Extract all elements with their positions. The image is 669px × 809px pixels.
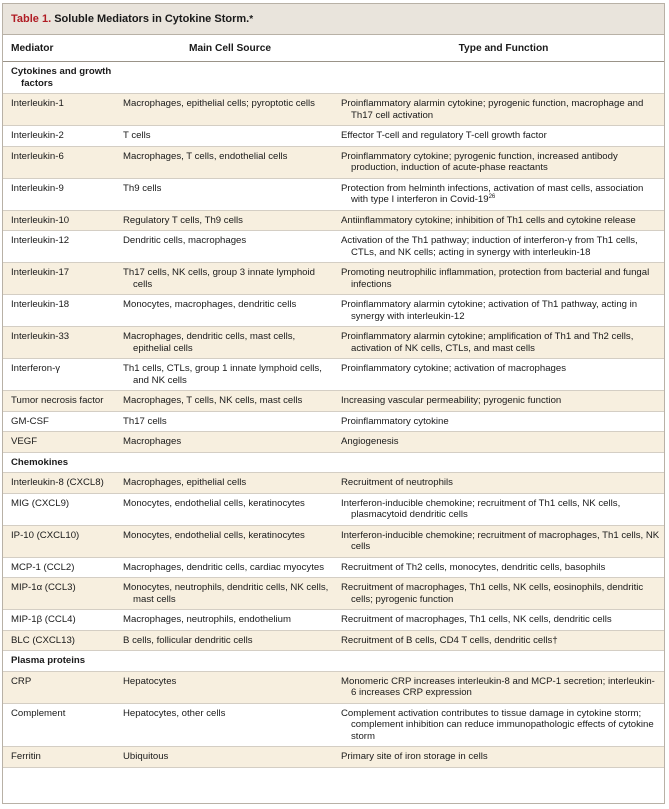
function-cell: Primary site of iron storage in cells <box>339 747 664 768</box>
mediator-cell: GM-CSF <box>3 411 117 432</box>
cell-source-cell: Regulatory T cells, Th9 cells <box>117 210 339 231</box>
table-row <box>3 432 664 453</box>
table-frame <box>2 3 665 804</box>
function-cell: Recruitment of B cells, CD4 T cells, dendritic cells† <box>339 630 664 651</box>
table-row <box>3 391 664 412</box>
mediator-cell: MIP-1β (CCL4) <box>3 610 117 631</box>
mediator-cell: Interleukin-17 <box>3 263 117 295</box>
table-row <box>3 671 664 703</box>
function-cell: Antiinflammatory cytokine; inhibition of Th1 cells and cytokine release <box>339 210 664 231</box>
table-row <box>3 557 664 578</box>
cell-source-cell: Macrophages, T cells, NK cells, mast cells <box>117 391 339 412</box>
mediators-table <box>3 35 664 768</box>
cell-source-cell: Monocytes, macrophages, dendritic cells <box>117 295 339 327</box>
cell-source-cell: Macrophages, dendritic cells, mast cells, epithelial cells <box>117 327 339 359</box>
function-cell: Recruitment of Th2 cells, monocytes, dendritic cells, basophils <box>339 557 664 578</box>
mediator-cell: Interleukin-6 <box>3 146 117 178</box>
cell-source-cell: Ubiquitous <box>117 747 339 768</box>
cell-source-cell: Th9 cells <box>117 178 339 210</box>
cell-source-cell: Macrophages, epithelial cells <box>117 473 339 494</box>
mediator-cell: Tumor necrosis factor <box>3 391 117 412</box>
mediator-cell: Interleukin-10 <box>3 210 117 231</box>
function-cell: Activation of the Th1 pathway; induction of interferon-γ from Th1 cells, CTLs, and NK cells; acting in synergy with interleukin-18 <box>339 231 664 263</box>
mediator-cell: VEGF <box>3 432 117 453</box>
function-cell: Proinflammatory cytokine <box>339 411 664 432</box>
function-cell: Promoting neutrophilic inflammation, protection from bacterial and fungal infections <box>339 263 664 295</box>
table-row <box>3 231 664 263</box>
mediator-cell: Ferritin <box>3 747 117 768</box>
table-row <box>3 295 664 327</box>
function-cell: Protection from helminth infections, activation of mast cells, association with type I interferon in Covid-19$^{26}$ <box>339 178 664 210</box>
section-heading-row <box>3 651 664 672</box>
table-row <box>3 747 664 768</box>
function-cell: Increasing vascular permeability; pyrogenic function <box>339 391 664 412</box>
cell-source-cell: Hepatocytes, other cells <box>117 703 339 747</box>
table-row <box>3 411 664 432</box>
column-header-cell-source: Main Cell Source <box>117 35 339 62</box>
mediator-cell: BLC (CXCL13) <box>3 630 117 651</box>
section-heading: Chemokines <box>3 452 117 473</box>
mediator-cell: Interleukin-8 (CXCL8) <box>3 473 117 494</box>
cell-source-cell: Dendritic cells, macrophages <box>117 231 339 263</box>
function-cell: Effector T-cell and regulatory T-cell growth factor <box>339 126 664 147</box>
function-cell: Proinflammatory alarmin cytokine; amplification of Th1 and Th2 cells, activation of NK cells, CTLs, and mast cells <box>339 327 664 359</box>
cell-source-cell: Macrophages, T cells, endothelial cells <box>117 146 339 178</box>
cell-source-cell: Monocytes, endothelial cells, keratinocytes <box>117 493 339 525</box>
cell-source-cell: Macrophages, neutrophils, endothelium <box>117 610 339 631</box>
function-cell: Complement activation contributes to tissue damage in cytokine storm; complement inhibition can reduce immunopathologic effects of cytokine storm <box>339 703 664 747</box>
mediator-cell: CRP <box>3 671 117 703</box>
table-title-bar <box>3 4 664 35</box>
function-cell: Recruitment of macrophages, Th1 cells, NK cells, eosinophils, dendritic cells; pyrogenic function <box>339 578 664 610</box>
function-cell: Recruitment of neutrophils <box>339 473 664 494</box>
table-title-footnote-symbol: * <box>249 13 254 25</box>
table-row <box>3 473 664 494</box>
function-cell: Proinflammatory cytokine; pyrogenic function, increased antibody production, induction of acute-phase reactants <box>339 146 664 178</box>
section-heading: Cytokines and growth factors <box>3 62 117 94</box>
function-cell: Recruitment of macrophages, Th1 cells, NK cells, dendritic cells <box>339 610 664 631</box>
table-number: Table 1. <box>11 13 52 25</box>
cell-source-cell: Monocytes, endothelial cells, keratinocytes <box>117 525 339 557</box>
table-row <box>3 359 664 391</box>
function-cell: Interferon-inducible chemokine; recruitment of Th1 cells, NK cells, plasmacytoid dendritic cells <box>339 493 664 525</box>
cell-source-cell: Macrophages, dendritic cells, cardiac myocytes <box>117 557 339 578</box>
function-cell: Interferon-inducible chemokine; recruitment of macrophages, Th1 cells, NK cells <box>339 525 664 557</box>
function-cell: Proinflammatory alarmin cytokine; activation of Th1 pathway, acting in synergy with interleukin-12 <box>339 295 664 327</box>
table-row <box>3 703 664 747</box>
cell-source-cell: Monocytes, neutrophils, dendritic cells, NK cells, mast cells <box>117 578 339 610</box>
table-row <box>3 146 664 178</box>
mediator-cell: IP-10 (CXCL10) <box>3 525 117 557</box>
mediator-cell: MIG (CXCL9) <box>3 493 117 525</box>
cell-source-cell: Macrophages, epithelial cells; pyroptotic cells <box>117 94 339 126</box>
mediator-cell: Interferon-γ <box>3 359 117 391</box>
table-row <box>3 263 664 295</box>
section-heading-row <box>3 452 664 473</box>
column-header-type-function: Type and Function <box>339 35 664 62</box>
section-heading-row <box>3 62 664 94</box>
mediator-cell: MIP-1α (CCL3) <box>3 578 117 610</box>
mediator-cell: Interleukin-12 <box>3 231 117 263</box>
function-cell: Angiogenesis <box>339 432 664 453</box>
mediator-cell: Interleukin-1 <box>3 94 117 126</box>
table-row <box>3 493 664 525</box>
table-body <box>3 62 664 768</box>
mediator-cell: Interleukin-2 <box>3 126 117 147</box>
function-cell: Proinflammatory alarmin cytokine; pyrogenic function, macrophage and Th17 cell activation <box>339 94 664 126</box>
cell-source-cell: Hepatocytes <box>117 671 339 703</box>
header-row <box>3 35 664 62</box>
table-row <box>3 630 664 651</box>
cell-source-cell: B cells, follicular dendritic cells <box>117 630 339 651</box>
mediator-cell: Interleukin-18 <box>3 295 117 327</box>
section-heading: Plasma proteins <box>3 651 117 672</box>
reference-superscript: 26 <box>488 194 496 200</box>
table-title: Soluble Mediators in Cytokine Storm. <box>54 13 250 25</box>
cell-source-cell: Macrophages <box>117 432 339 453</box>
column-header-mediator: Mediator <box>3 35 117 62</box>
mediator-cell: MCP-1 (CCL2) <box>3 557 117 578</box>
cell-source-cell: T cells <box>117 126 339 147</box>
mediator-cell: Interleukin-9 <box>3 178 117 210</box>
cell-source-cell: Th17 cells <box>117 411 339 432</box>
table-row <box>3 327 664 359</box>
table-row <box>3 94 664 126</box>
function-cell: Proinflammatory cytokine; activation of macrophages <box>339 359 664 391</box>
cell-source-cell: Th1 cells, CTLs, group 1 innate lymphoid cells, and NK cells <box>117 359 339 391</box>
table-row <box>3 210 664 231</box>
cell-source-cell: Th17 cells, NK cells, group 3 innate lymphoid cells <box>117 263 339 295</box>
table-row <box>3 578 664 610</box>
table-row <box>3 610 664 631</box>
table-row <box>3 525 664 557</box>
mediator-cell: Interleukin-33 <box>3 327 117 359</box>
function-cell: Monomeric CRP increases interleukin-8 and MCP-1 secretion; interleukin-6 increases CRP expression <box>339 671 664 703</box>
mediator-cell: Complement <box>3 703 117 747</box>
table-row <box>3 126 664 147</box>
table-row <box>3 178 664 210</box>
